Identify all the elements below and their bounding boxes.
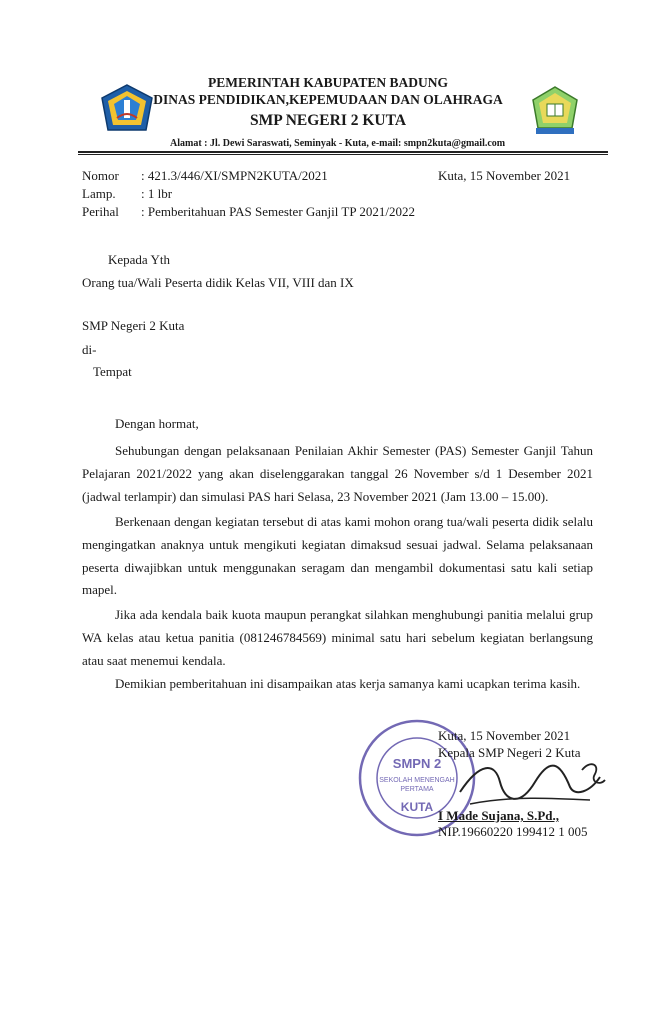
paragraph-1-line-3: (jadwal terlampir) dan simulasi PAS hari Selasa, 23 November 2021 (Jam 13.00 – 15.00). xyxy=(82,489,549,504)
header-school-name: SMP NEGERI 2 KUTA xyxy=(249,112,407,129)
lamp-label: Lamp. xyxy=(82,186,116,201)
nomor-label: Nomor xyxy=(82,168,119,183)
header-rule-thin xyxy=(78,154,608,155)
recipient-place: Tempat xyxy=(93,364,132,379)
paragraph-2-line-3: peserta diwajibkan untuk menggunakan seragam dan mengambil dokumentasi satu kali setiap xyxy=(82,560,593,575)
signatory-name: I Made Sujana, S.Pd., xyxy=(438,808,559,823)
perihal-value: : Pemberitahuan PAS Semester Ganjil TP 2021/2022 xyxy=(141,204,415,219)
header-government-line: PEMERINTAH KABUPATEN BADUNG xyxy=(207,75,448,90)
recipient-salutation: Kepada Yth xyxy=(108,252,170,267)
signature-place-date: Kuta, 15 November 2021 xyxy=(438,728,571,743)
paragraph-3-line-3: atau saat menemui kendala. xyxy=(82,653,226,668)
recipient-school: SMP Negeri 2 Kuta xyxy=(82,318,185,333)
paragraph-1-line-2: Pelajaran 2021/2022 yang akan diselenggarakan tanggal 26 November s/d 1 Desember 2021 xyxy=(82,466,593,481)
stamp-sub2-text: PERTAMA xyxy=(400,786,434,793)
paragraph-2-line-4: mapel. xyxy=(82,582,118,597)
header-rule-thick xyxy=(78,151,608,153)
signatory-nip: NIP.19660220 199412 1 005 xyxy=(438,824,588,839)
paragraph-3-line-2: WA kelas atau ketua panitia (081246784569) minimal satu hari sebelum kegiatan berlangsung xyxy=(82,630,593,645)
recipient-di: di- xyxy=(82,342,97,357)
paragraph-2-line-1: Berkenaan dengan kegiatan tersebut di atas kami mohon orang tua/wali peserta didik selalu xyxy=(115,514,593,529)
stamp-sub1-text: SEKOLAH MENENGAH xyxy=(379,777,455,784)
lamp-value: : 1 lbr xyxy=(141,186,173,201)
paragraph-4-line-1: Demikian pemberitahuan ini disampaikan atas kerja samanya kami ucapkan terima kasih. xyxy=(115,676,581,691)
greeting: Dengan hormat, xyxy=(115,416,199,431)
perihal-label: Perihal xyxy=(82,204,119,219)
header-department-line: DINAS PENDIDIKAN,KEPEMUDAAN DAN OLAHRAGA xyxy=(153,92,503,107)
paragraph-2-line-2: mengingatkan anaknya untuk mengikuti kegiatan dimaksud sesuai jadwal. Selama pelaksanaan xyxy=(82,537,593,552)
stamp-bottom-text: KUTA xyxy=(400,800,434,814)
header-address: Alamat : Jl. Dewi Saraswati, Seminyak - Kuta, e-mail: smpn2kuta@gmail.com xyxy=(170,138,506,149)
stamp-center-text: SMPN 2 xyxy=(392,756,442,771)
recipient-addressee: Orang tua/Wali Peserta didik Kelas VII, VIII dan IX xyxy=(82,275,354,290)
letter-date: Kuta, 15 November 2021 xyxy=(438,168,571,183)
paragraph-1-line-1: Sehubungan dengan pelaksanaan Penilaian Akhir Semester (PAS) Semester Ganjil Tahun xyxy=(115,443,593,458)
nomor-value: : 421.3/446/XI/SMPN2KUTA/2021 xyxy=(141,168,328,183)
signature-position: Kepala SMP Negeri 2 Kuta xyxy=(438,745,581,760)
paragraph-3-line-1: Jika ada kendala baik kuota maupun perangkat silahkan menghubungi panitia melalui grup xyxy=(115,607,593,622)
